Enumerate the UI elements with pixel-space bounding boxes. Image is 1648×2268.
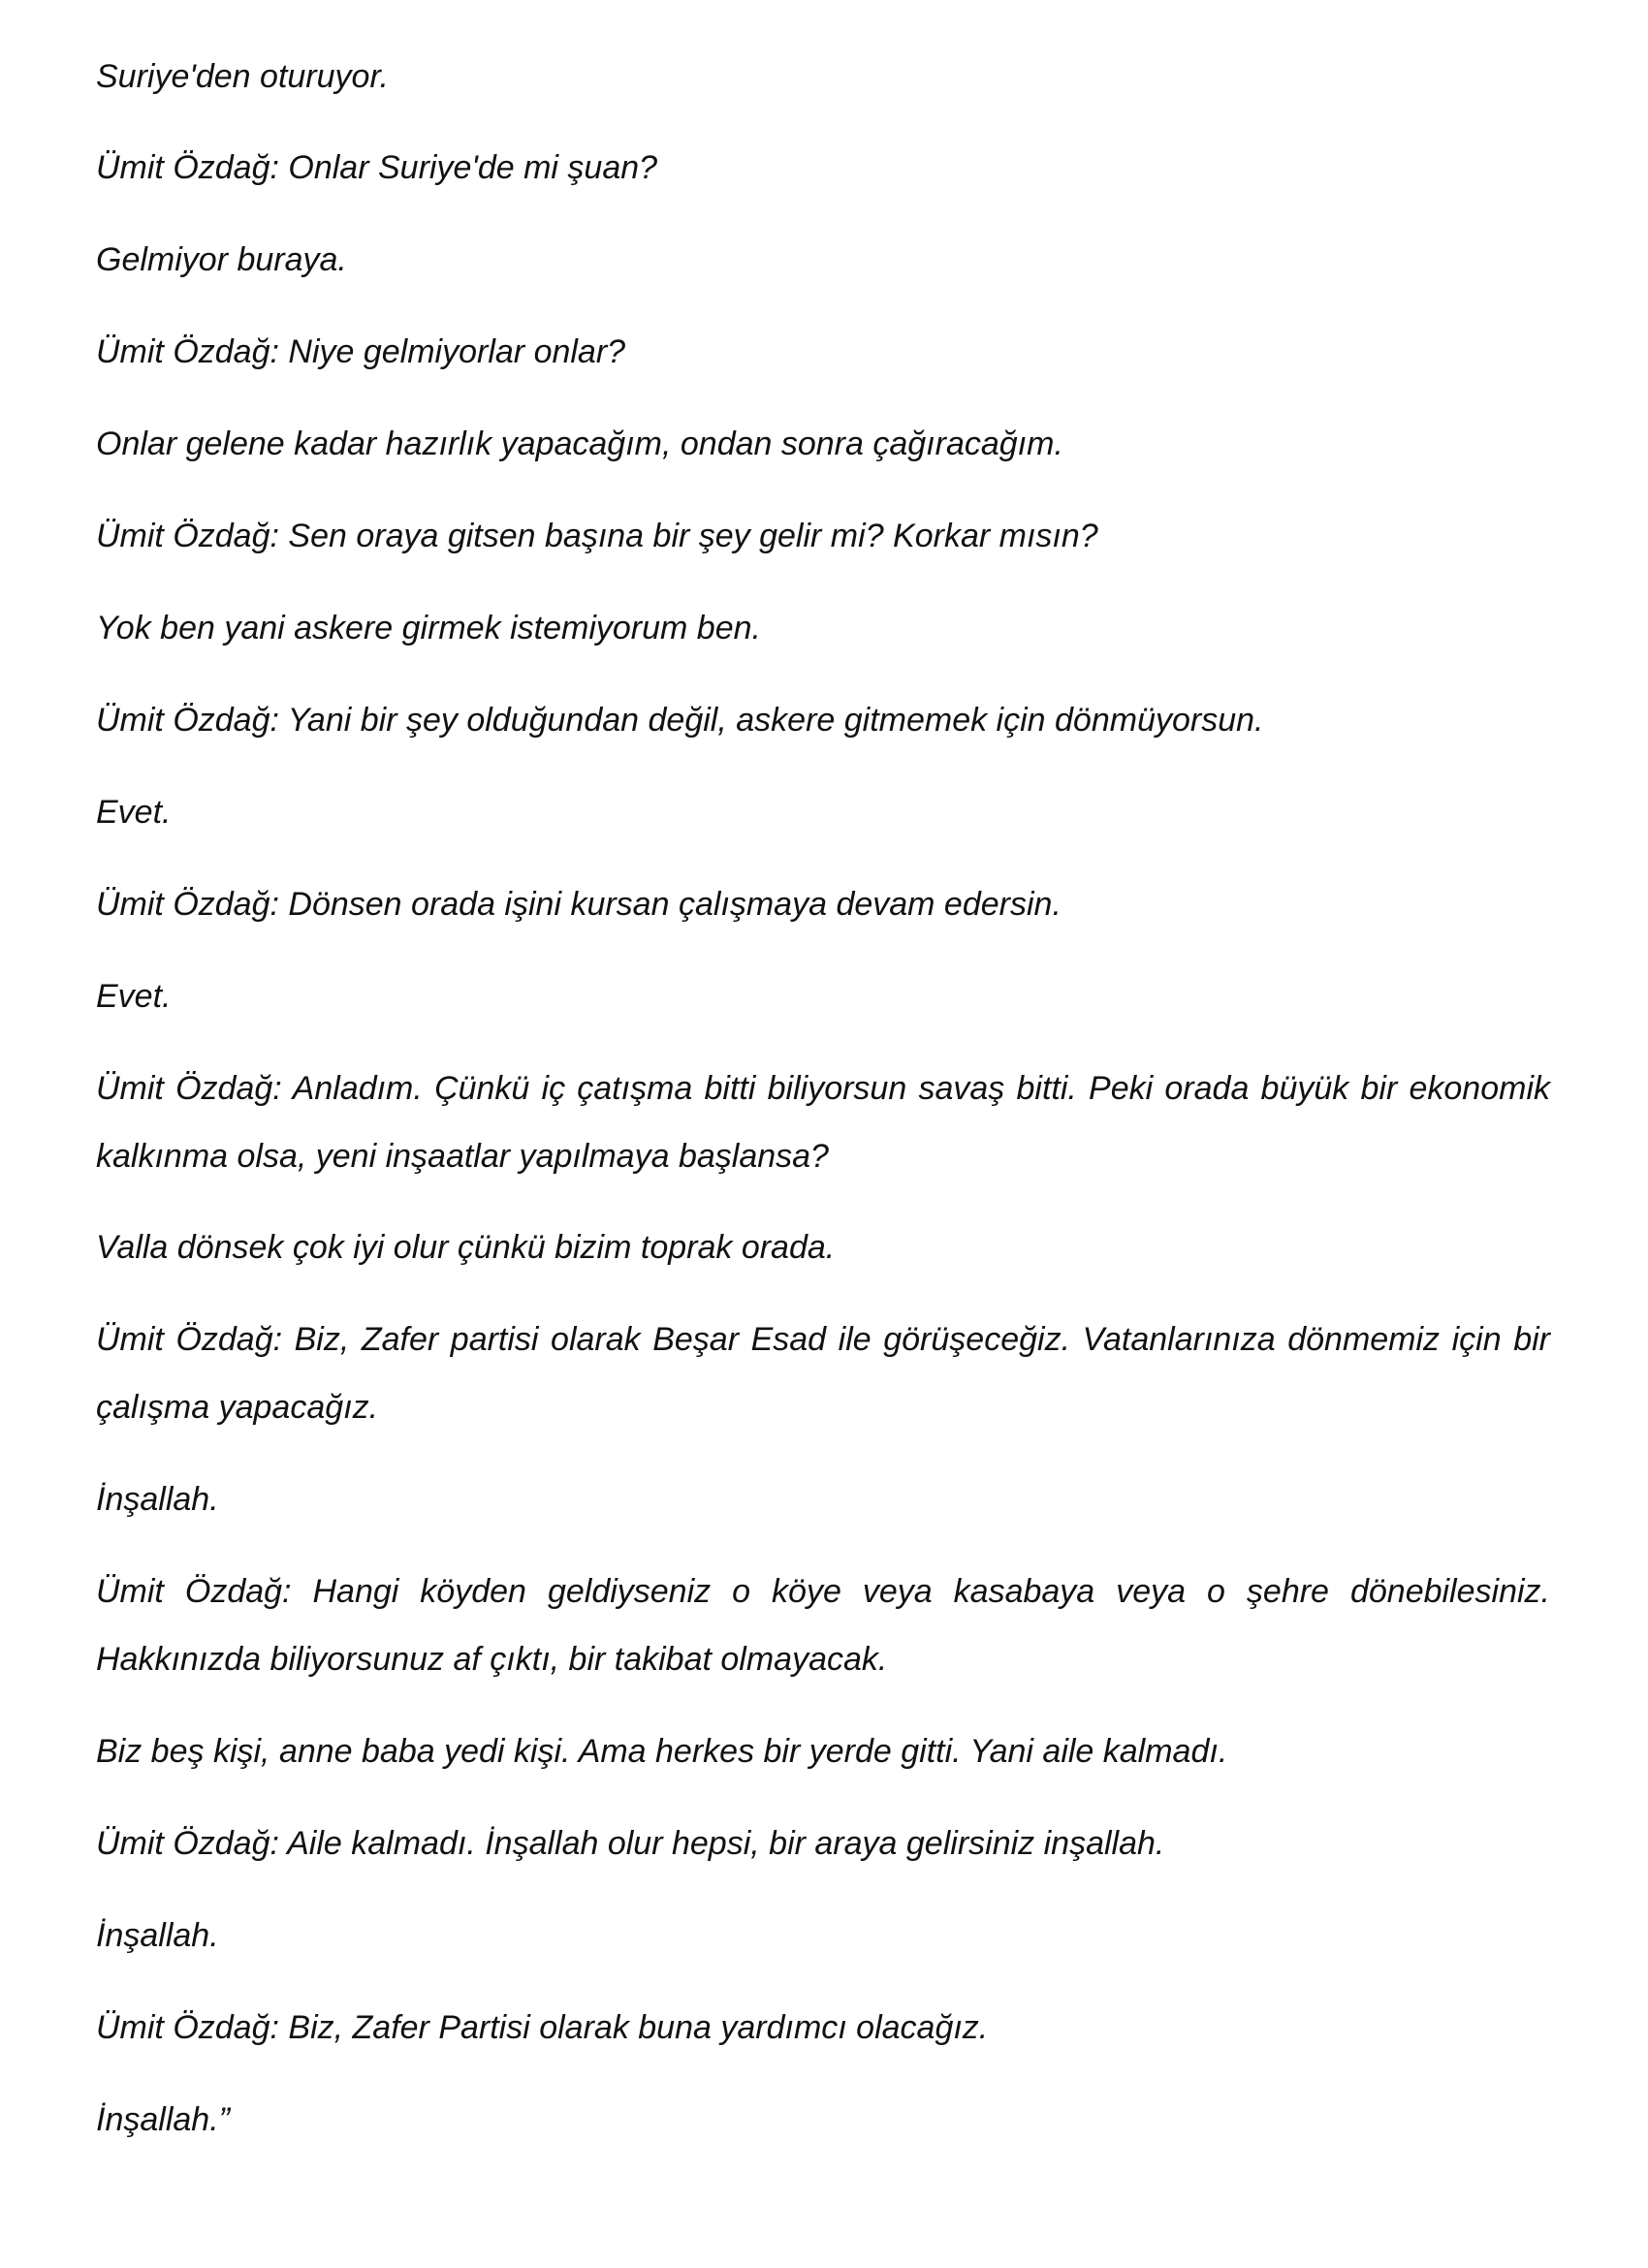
paragraph: Gelmiyor buraya. [96,241,347,278]
paragraph: Biz beş kişi, anne baba yedi kişi. Ama herkes bir yerde gitti. Yani aile kalmadı. [96,1733,1228,1770]
paragraph: Ümit Özdağ: Niye gelmiyorlar onlar? [96,333,626,370]
paragraph: Onlar gelene kadar hazırlık yapacağım, ondan sonra çağıracağım. [96,425,1063,462]
paragraph: Ümit Özdağ: Yani bir şey olduğundan değil, askere gitmemek için dönmüyorsun. [96,702,1264,739]
paragraph: Ümit Özdağ: Onlar Suriye'de mi şuan? [96,149,658,186]
paragraph: Ümit Özdağ: Hangi köyden geldiyseniz o köye veya kasabaya veya o şehre dönebilesiniz. Hakkınızda biliyorsunuz af çıktı, bir takibat olmayacak. [96,1573,1550,1678]
paragraph: Ümit Özdağ: Biz, Zafer Partisi olarak buna yardımcı olacağız. [96,2009,989,2046]
paragraph: İnşallah.” [96,2101,230,2138]
paragraph: Ümit Özdağ: Biz, Zafer partisi olarak Beşar Esad ile görüşeceğiz. Vatanlarınıza dönmemiz için bir çalışma yapacağız. [96,1321,1550,1426]
paragraph: Evet. [96,794,172,831]
paragraph: Ümit Özdağ: Dönsen orada işini kursan çalışmaya devam edersin. [96,886,1062,923]
paragraph: Suriye'den oturuyor. [96,58,389,95]
paragraph: Ümit Özdağ: Anladım. Çünkü iç çatışma bitti biliyorsun savaş bitti. Peki orada büyük bir ekonomik kalkınma olsa, yeni inşaatlar yapılmaya başlansa? [96,1070,1550,1175]
paragraph: Yok ben yani askere girmek istemiyorum ben. [96,610,761,646]
paragraph: Ümit Özdağ: Aile kalmadı. İnşallah olur hepsi, bir araya gelirsiniz inşallah. [96,1825,1165,1862]
paragraph: Valla dönsek çok iyi olur çünkü bizim toprak orada. [96,1229,836,1266]
paragraph: Evet. [96,978,172,1015]
paragraph: İnşallah. [96,1481,219,1518]
paragraph: İnşallah. [96,1917,219,1954]
paragraph: Ümit Özdağ: Sen oraya gitsen başına bir şey gelir mi? Korkar mısın? [96,518,1098,554]
